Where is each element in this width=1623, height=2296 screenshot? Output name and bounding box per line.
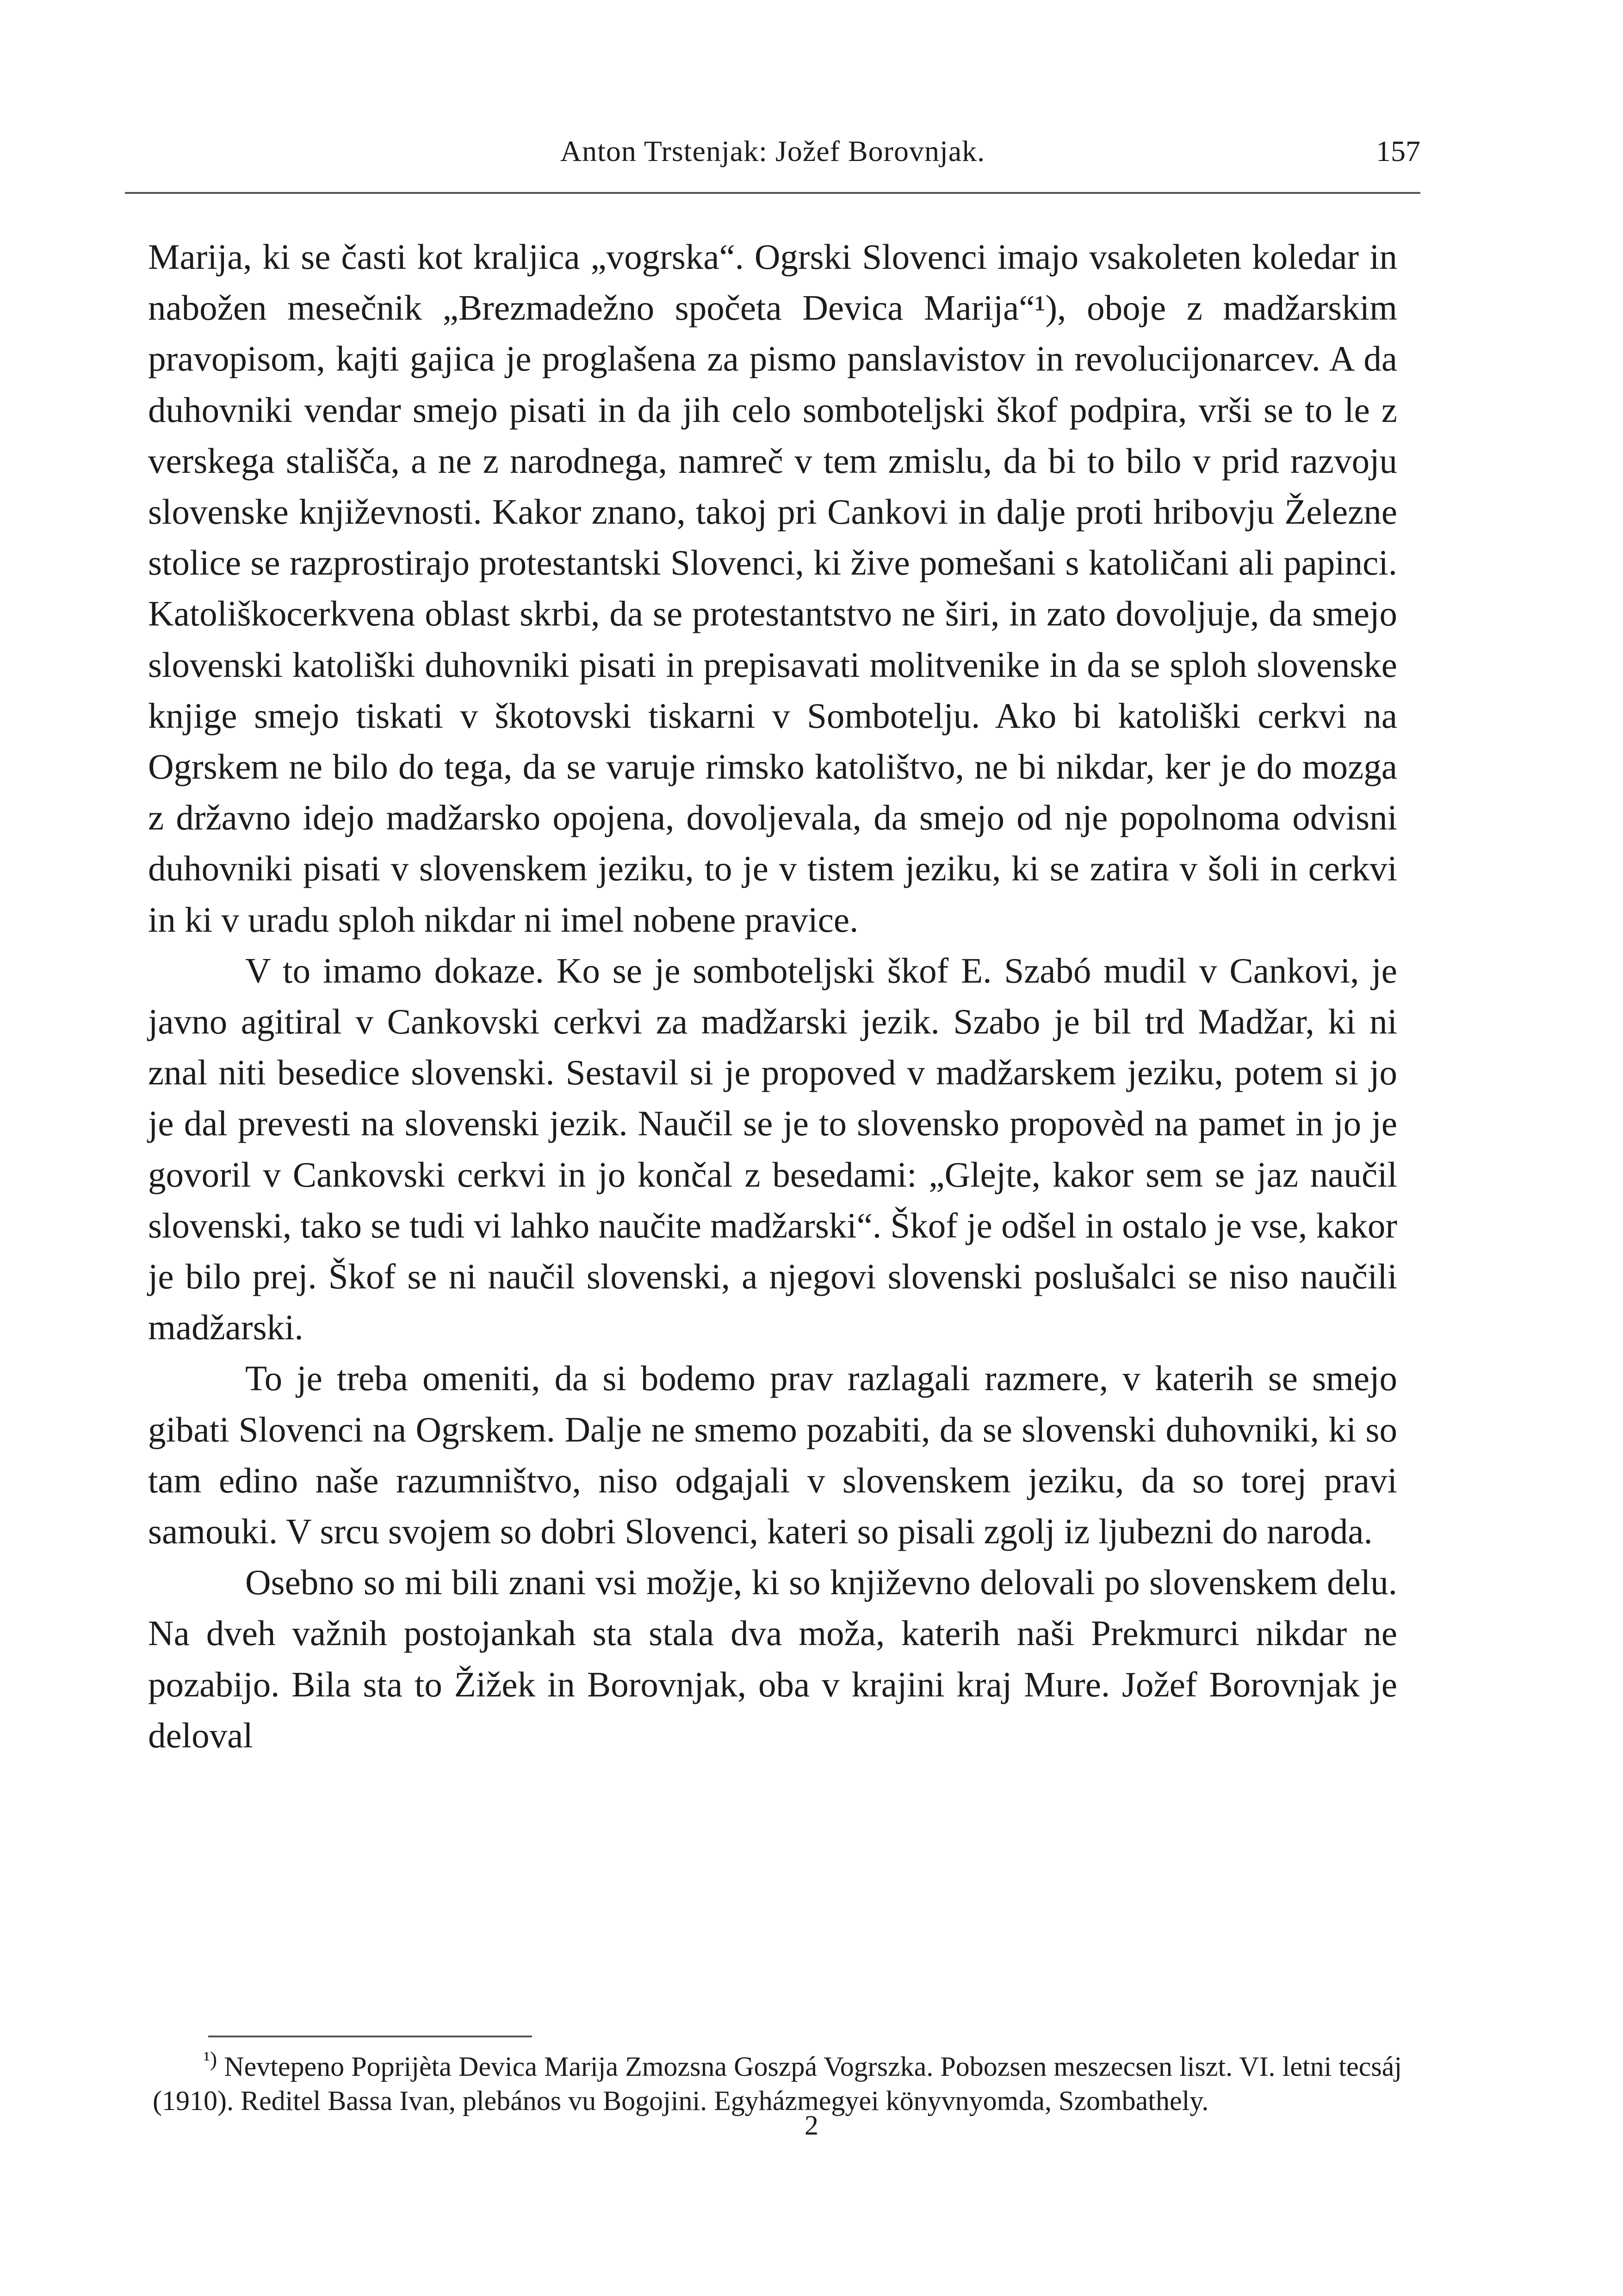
body-text: [148, 231, 1397, 1761]
footnote-marker: ¹): [204, 2047, 217, 2071]
footnote: [153, 2049, 1402, 2118]
running-title: Anton Trstenjak: Jožef Borovnjak.: [560, 135, 985, 167]
footnote-rule: [208, 2036, 532, 2037]
paragraph-4: Osebno so mi bili znani vsi možje, ki so književno delovali po slovenskem delu. Na dveh važnih postojankah sta stala dva moža, katerih naši Prekmurci nikdar ne pozabijo. Bila sta to Žižek in Borovnjak, oba v krajini kraj Mure. Jožef Borovnjak je deloval: [148, 1562, 1397, 1755]
paragraph-1: Marija, ki se časti kot kraljica „vogrska“. Ogrski Slovenci imajo vsakoleten koledar in nabožen mesečnik „Brezmadežno spočeta Devica Marija“¹), oboje z madžarskim pravopisom, kajti gajica je proglašena za pismo panslavistov in revolucijonarcev. A da duhovniki vendar smejo pisati in da jih celo somboteljski škof podpira, vrši se to le z verskega stališča, a ne z narodnega, namreč v tem zmislu, da bi to bilo v prid razvoju slovenske književnosti. Kakor znano, takoj pri Cankovi in dalje proti hribovju Železne stolice se razprostirajo protestantski Slovenci, ki žive pomešani s katoličani ali papinci. Katoliškocerkvena oblast skrbi, da se protestantstvo ne širi, in zato dovoljuje, da smejo slovenski katoliški duhovniki pisati in prepisavati molitvenike in da se sploh slovenske knjige smejo tiskati v škotovski tiskarni v Sombotelju. Ako bi katoliški cerkvi na Ogrskem ne bilo do tega, da se varuje rimsko katolištvo, ne bi nikdar, ker je do mozga z državno idejo madžarsko opojena, dovoljevala, da smejo od nje popolnoma odvisni duhovniki pisati v slovenskem jeziku, to je v tistem jeziku, ki se zatira v šoli in cerkvi in ki v uradu sploh nikdar ni imel nobene pravice.: [148, 237, 1397, 940]
scan-page-number: 2: [805, 2110, 818, 2141]
header-rule: [125, 192, 1420, 194]
running-header: [125, 116, 1420, 185]
paragraph-2: V to imamo dokaze. Ko se je somboteljski škof E. Szabó mudil v Cankovi, je javno agitiral v Cankovski cerkvi za madžarski jezik. Szabo je bil trd Madžar, ki ni znal niti besedice slovenski. Sestavil si je propoved v madžarskem jeziku, potem si jo je dal prevesti na slovenski jezik. Naučil se je to slovensko propovèd na pamet in jo je govoril v Cankovski cerkvi in jo končal z besedami: „Glejte, kakor sem se jaz naučil slovenski, tako se tudi vi lahko naučite madžarski“. Škof je odšel in ostalo je vse, kakor je bilo prej. Škof se ni naučil slovenski, a njegovi slovenski poslušalci se niso naučili madžarski.: [148, 950, 1397, 1348]
page-number: 157: [1376, 135, 1420, 167]
footnote-text: Nevtepeno Poprijèta Devica Marija Zmozsna Goszpá Vogrszka. Pobozsen meszecsen liszt. VI. letni tecsáj (1910). Reditel Bassa Ivan, plebános vu Bogojini. Egyházmegyei könyvnyomda, Szombathely.: [153, 2051, 1402, 2116]
footnote-line: [153, 2049, 1402, 2118]
paragraph-3: To je treba omeniti, da si bodemo prav razlagali razmere, v katerih se smejo gibati Slovenci na Ogrskem. Dalje ne smemo pozabiti, da se slovenski duhovniki, ki so tam edino naše razumništvo, niso odgajali v slovenskem jeziku, da so torej pravi samouki. V srcu svojem so dobri Slovenci, kateri so pisali zgolj iz ljubezni do naroda.: [148, 1358, 1397, 1552]
